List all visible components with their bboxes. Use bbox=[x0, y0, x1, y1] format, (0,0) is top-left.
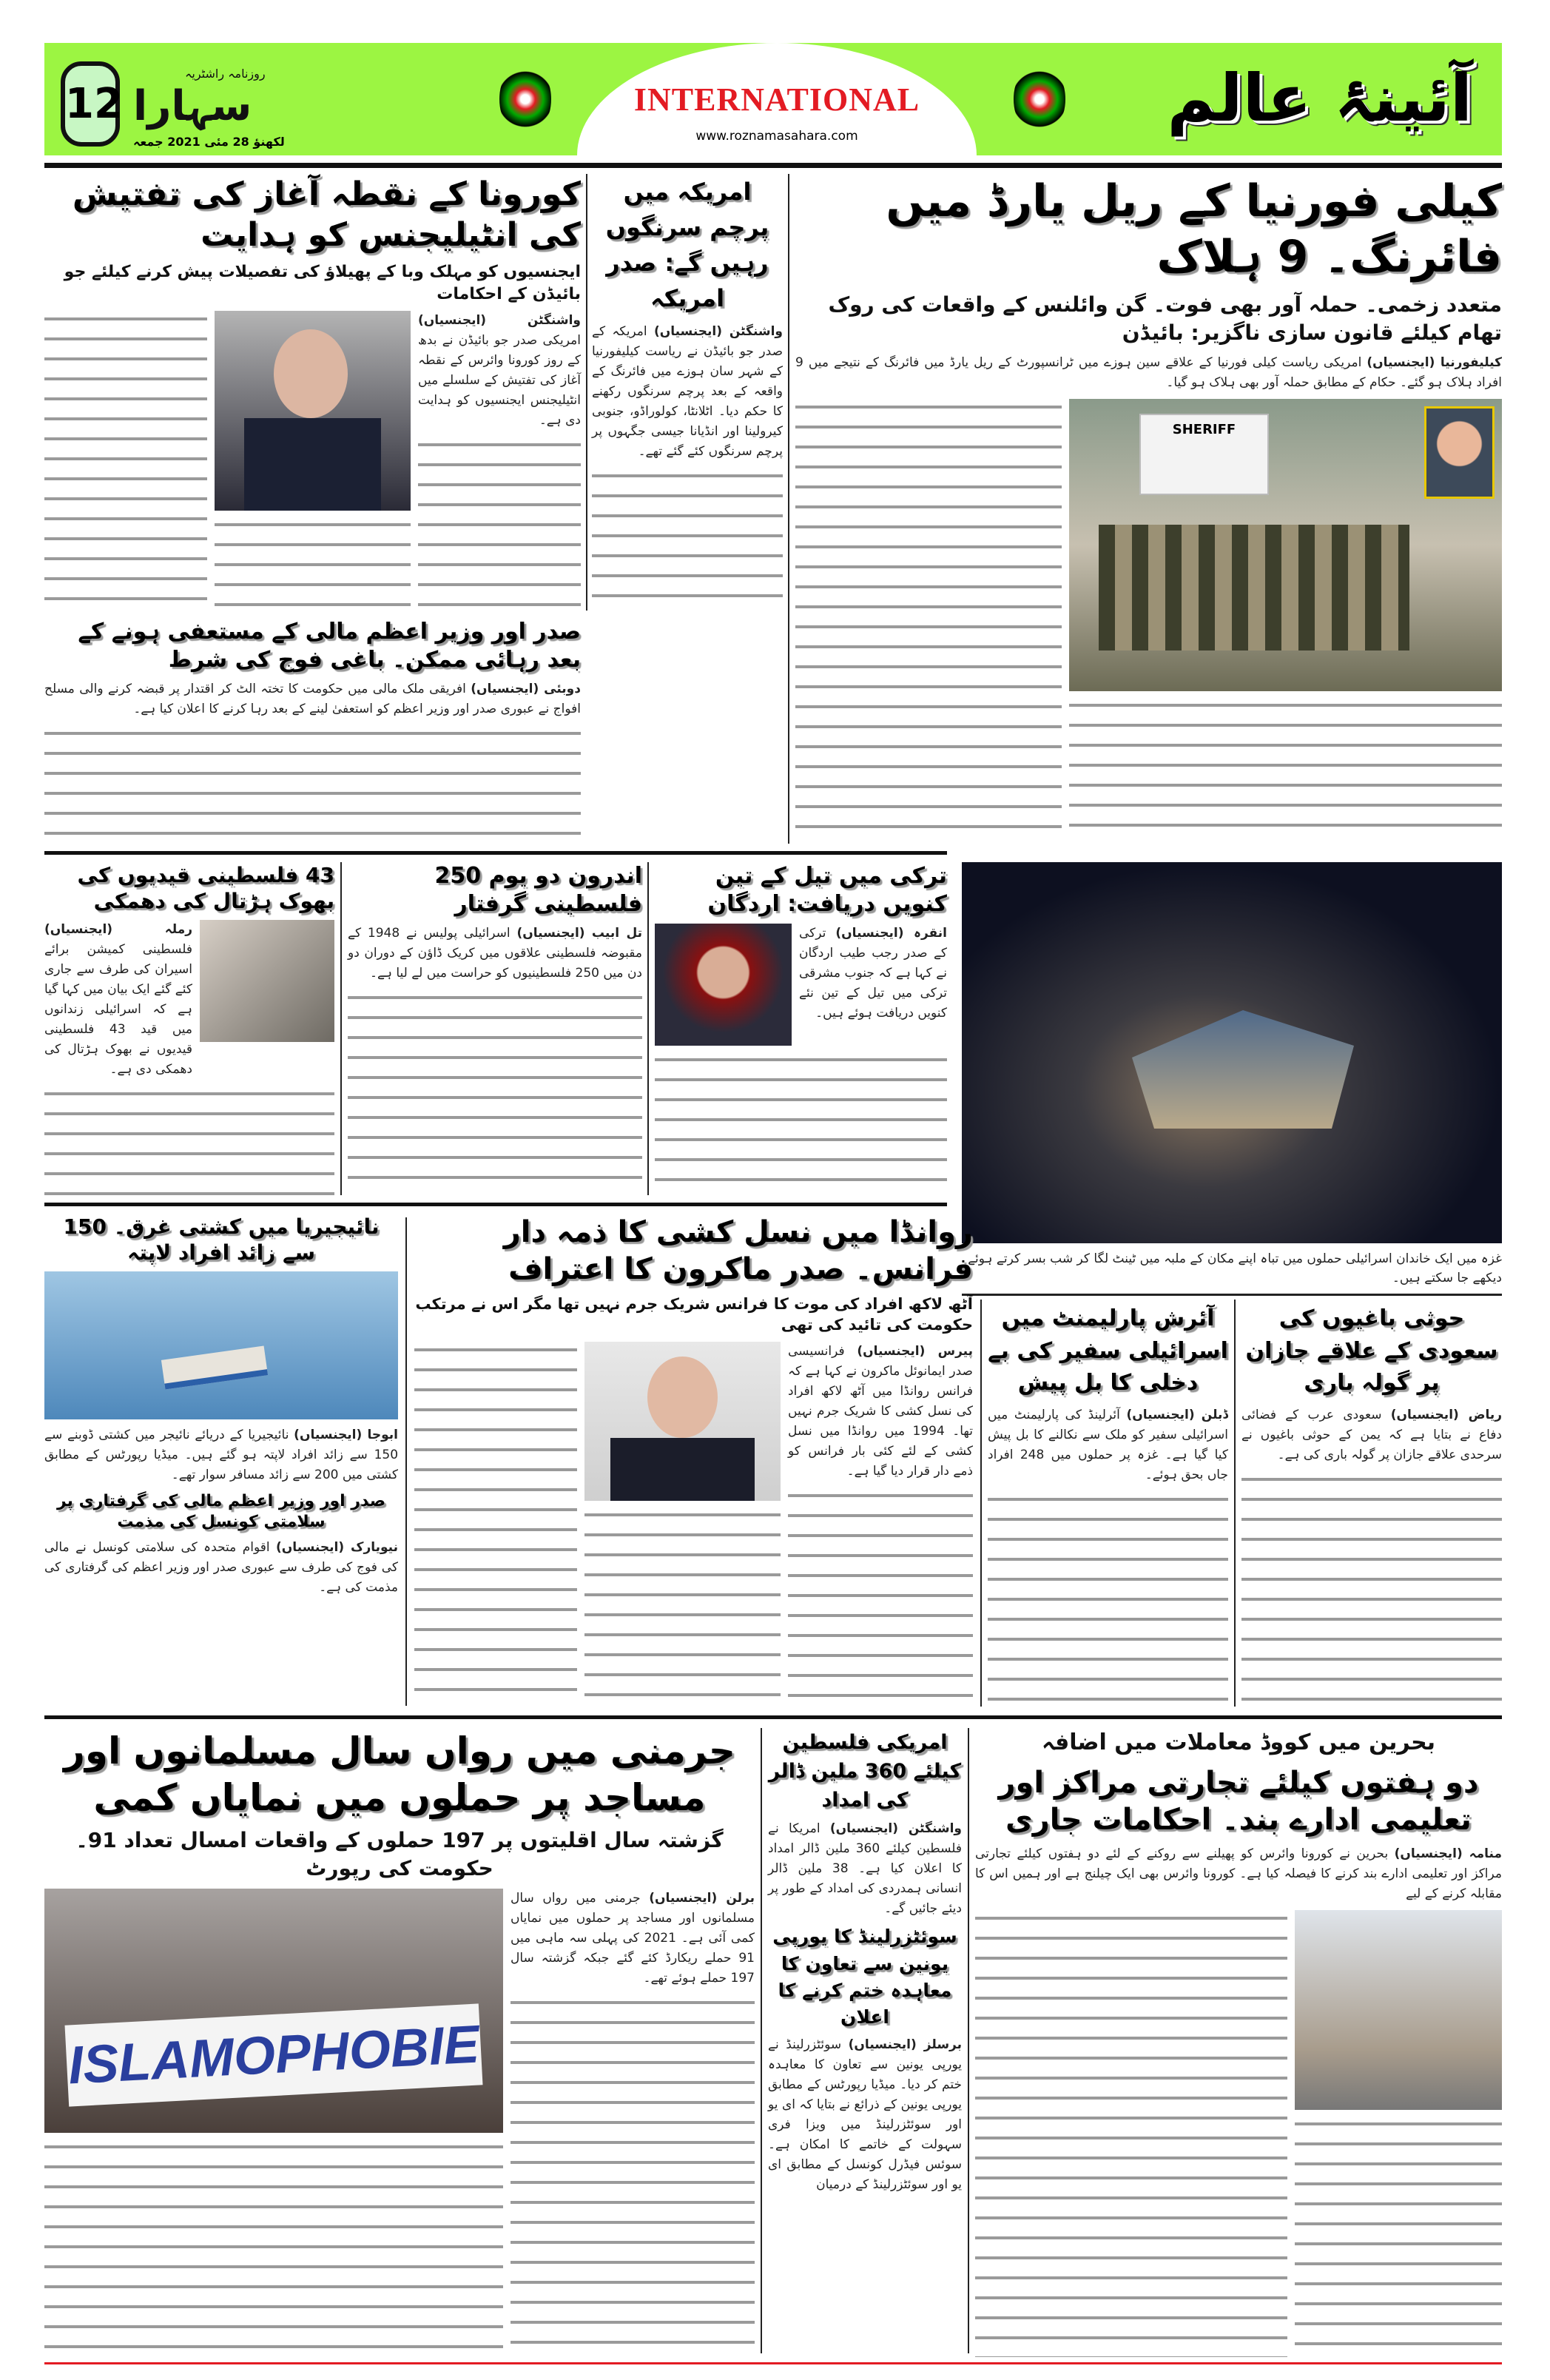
article-body bbox=[1241, 1405, 1502, 1465]
police-scene-photo bbox=[1069, 399, 1502, 691]
subheadline: ایجنسیوں کو مہلک وبا کے پھیلاؤ کی تفصیلات پیش کرنے کیلئے جو بائیڈن کے احکامات bbox=[64, 263, 581, 303]
body-text: سوئٹزرلینڈ نے یورپی یونین سے تعاون کا معاہدہ ختم کر دیا۔ میڈیا رپورٹس کے مطابق یورپی یونین کے ذرائع نے بتایا کہ ای یو اور سوئٹزرلینڈ میں ویزا فری سہولت کے خاتمے کا امکان ہے۔ سوئس فیڈرل کونسل کے مطابق ای یو اور سوئٹزرلینڈ کے درمیان bbox=[768, 2037, 962, 2193]
headline: نائیجیریا میں کشتی غرق۔ 150 سے زائد افراد لاپتہ bbox=[63, 1214, 380, 1265]
text-column bbox=[1241, 1471, 1502, 1709]
article-body bbox=[768, 2035, 962, 2195]
text-column bbox=[592, 468, 783, 611]
text-column bbox=[414, 1342, 577, 1708]
text-column bbox=[44, 2139, 503, 2357]
headline: امریکہ میں پرچم سرنگوں رہیں گے: صدر امریکہ bbox=[605, 178, 769, 312]
boat bbox=[161, 1345, 268, 1389]
article-body bbox=[975, 1844, 1502, 1904]
headline: اندرون دو یوم 250 فلسطینی گرفتار bbox=[434, 863, 642, 917]
divider bbox=[44, 163, 1502, 168]
body-text: سعودی عرب کے فضائی دفاع نے بتایا ہے کہ یمن کے حوثی باغیوں نے سرحدی علاقے جازان پر گولہ باری کی ہے۔ bbox=[1241, 1407, 1502, 1462]
text-column bbox=[788, 1488, 973, 1708]
article-body bbox=[44, 920, 192, 1080]
body-text: امریکی ریاست کیلی فورنیا کے علاقے سین ہوزے میں ٹرانسپورٹ کے ریل یارڈ میں فائرنگ کے نتیجے میں 9 افراد ہلاک ہو گئے۔ حکام کے مطابق حملہ آور بھی ہلاک ہو گیا۔ bbox=[795, 354, 1502, 390]
article-body bbox=[348, 924, 642, 984]
body-text: فلسطینی کمیشن برائے اسیران کی طرف سے جاری کئے گئے ایک بیان میں کہا گیا ہے کہ اسرائیلی زندانوں میں قید 43 فلسطینی قیدیوں نے بھوک ہڑتال کی دھمکی دی ہے۔ bbox=[44, 942, 193, 1077]
body-text: اقوام متحدہ کی سلامتی کونسل نے مالی کی فوج کی طرف سے عبوری صدر اور وزیر اعظم کی گرفتاری کی مذمت کی ہے۔ bbox=[44, 1540, 398, 1595]
dateline: واشنگٹن (ایجنسیاں) bbox=[653, 324, 783, 339]
divider bbox=[962, 1294, 1502, 1296]
officers bbox=[1099, 525, 1409, 651]
article-body bbox=[592, 322, 783, 462]
text-column bbox=[44, 311, 207, 611]
body-text: فرانسیسی صدر ایمانوئل ماکرون نے کہا ہے کہ فرانس روانڈا میں آٹھ لاکھ افراد کی نسل کشی کا شریک جرم نہیں تھا۔ 1994 میں روانڈا میں نسل کشی کے لئے کئی بار فرانس کو ذمے دار قرار دیا گیا ہے۔ bbox=[788, 1343, 973, 1479]
dateline: تل ابیب (ایجنسیاں) bbox=[516, 926, 642, 941]
dateline: واشنگٹن (ایجنسیاں) bbox=[418, 313, 581, 329]
subheadline: متعدد زخمی۔ حملہ آور بھی فوت۔ گن وائلنس کے واقعات کی روک تھام کیلئے قانون سازی ناگزیر: بائیڈن bbox=[828, 292, 1502, 345]
column-rule bbox=[340, 862, 342, 1195]
text-column bbox=[348, 989, 642, 1195]
sun-emblem-icon bbox=[499, 62, 551, 136]
face bbox=[647, 1357, 718, 1438]
article-rwanda bbox=[414, 1214, 973, 1708]
text-column bbox=[215, 517, 411, 611]
headline: کورونا کے نقطہ آغاز کی تفتیش کی انٹیلیجنس کو ہدایت bbox=[72, 175, 581, 254]
column-rule bbox=[968, 1728, 969, 2353]
biden-photo bbox=[215, 311, 411, 511]
dateline: رملہ (ایجنسیاں) bbox=[44, 922, 192, 937]
article-body bbox=[44, 1425, 398, 1485]
text-column bbox=[795, 399, 1062, 844]
column-rule bbox=[647, 862, 649, 1195]
column-rule bbox=[405, 1217, 407, 1706]
column-rule bbox=[761, 1728, 762, 2353]
photo-caption: غزہ میں ایک خاندان اسرائیلی حملوں میں تباہ اپنے مکان کے ملبہ میں ٹینٹ لگا کر شب بسر کرتے ہوئے دیکھے جا سکتے ہیں۔ bbox=[968, 1251, 1502, 1285]
dateline: ڈبلن (ایجنسیاں) bbox=[1126, 1407, 1228, 1422]
article-mali bbox=[44, 618, 581, 844]
headline: صدر اور وزیر اعظم مالی کی گرفتاری پر سلامتی کونسل کی مذمت bbox=[56, 1492, 386, 1531]
column-rule bbox=[586, 174, 587, 611]
column-rule bbox=[980, 1300, 982, 1707]
dateline: برلن (ایجنسیاں) bbox=[649, 1890, 755, 1906]
divider bbox=[44, 1203, 947, 1206]
text-column bbox=[1295, 2116, 1502, 2358]
divider bbox=[44, 1715, 1502, 1719]
article-body bbox=[768, 1819, 962, 1919]
section-arch bbox=[577, 43, 977, 155]
dateline: برسلز (ایجنسیاں) bbox=[848, 2037, 962, 2053]
paper-tagline: روزنامہ راشٹریہ bbox=[185, 67, 266, 81]
text-column bbox=[988, 1491, 1228, 1709]
page-number: 12 bbox=[61, 61, 120, 147]
article-body bbox=[988, 1405, 1228, 1485]
body-text: اسرائیلی پولیس نے 1948 کے مقبوضہ فلسطینی علاقوں میں کریک ڈاؤن کے دوران دو دن میں 250 فلسطینیوں کو حراست میں لے لیا ہے۔ bbox=[348, 926, 642, 981]
text-column bbox=[975, 1910, 1287, 2358]
dateline: کیلیفورنیا (ایجنسیاں) bbox=[1367, 354, 1502, 370]
article-body bbox=[44, 1538, 398, 1598]
article-us-aid bbox=[768, 1728, 962, 2357]
article-body bbox=[44, 679, 581, 719]
website-link[interactable]: www.roznamasahara.com bbox=[695, 129, 858, 144]
body-text: امریکا نے فلسطین کیلئے 360 ملین ڈالر امداد کا اعلان کیا ہے۔ 38 ملین ڈالر انسانی ہمدردی کی امداد کے طور پر دیئے جائیں گے۔ bbox=[768, 1821, 963, 1917]
text-column bbox=[511, 1994, 755, 2357]
paper-logo: سہارا bbox=[133, 82, 252, 130]
headline: صدر اور وزیر اعظم مالی کے مستعفی ہونے کے بعد رہائی ممکن۔ باغی فوج کی شرط bbox=[78, 619, 581, 673]
bahrain-street-photo bbox=[1295, 1910, 1502, 2110]
article-corona bbox=[44, 174, 581, 611]
body-text: نائیجیریا کے دریائے نائیجر میں کشتی ڈوبنے سے 150 سے زائد افراد لاپتہ ہو گئے ہیں۔ میڈیا رپورٹس کے مطابق کشتی میں 200 سے زائد مسافر سوار تھے۔ bbox=[44, 1428, 399, 1482]
column-rule bbox=[1234, 1300, 1236, 1707]
headline: جرمنی میں رواں سال مسلمانوں اور مساجد پر حملوں میں نمایاں کمی bbox=[64, 1729, 735, 1819]
face bbox=[274, 329, 348, 418]
article-body bbox=[799, 924, 947, 1023]
capsized-boat-photo bbox=[44, 1271, 398, 1419]
subheadline: گزشتہ سال اقلیتوں پر 197 حملوں کے واقعات امسال تعداد 91۔ حکومت کی رپورٹ bbox=[75, 1828, 724, 1880]
body-text: ترکی کے صدر رجب طیب اردگان نے کہا ہے کہ جنوب مشرقی ترکی میں تیل کے تین نئے کنویں دریافت ہوئے ہیں۔ bbox=[799, 926, 947, 1021]
headline: حوثی باغیوں کی سعودی کے علاقے جازان پر گولہ باری bbox=[1245, 1305, 1498, 1396]
article-houthi bbox=[1241, 1302, 1502, 1708]
article-bahrain bbox=[975, 1728, 1502, 2357]
headline: دو ہفتوں کیلئے تجارتی مراکز اور تعلیمی ادارے بند۔ احکامات جاری bbox=[998, 1765, 1479, 1837]
text-column bbox=[584, 1507, 781, 1708]
article-california bbox=[795, 174, 1502, 844]
masthead bbox=[44, 43, 1502, 155]
sheriff-truck: SHERIFF bbox=[1139, 414, 1269, 495]
inset-portrait bbox=[1424, 406, 1495, 499]
divider bbox=[44, 851, 947, 855]
dateline: ریاض (ایجنسیاں) bbox=[1390, 1407, 1502, 1422]
article-hunger-strike bbox=[44, 862, 334, 1195]
subheadline: آٹھ لاکھ افراد کی موت کا فرانس شریک جرم نہیں تھا مگر اس نے مرتکب حکومت کی تائید کی تھی bbox=[415, 1295, 973, 1334]
article-flags bbox=[592, 174, 783, 611]
edition-date: لکھنؤ 28 مئی 2021 جمعہ bbox=[133, 135, 285, 149]
gaza-photo bbox=[962, 862, 1502, 1243]
body-text: بحرین نے کورونا وائرس کو پھیلنے سے روکنے کے لئے دو ہفتوں کیلئے تجارتی مراکز اور تعلیمی ادارے بند کرنے کا فیصلہ کیا ہے۔ کورونا وائرس بھی ایک چیلنج ہے اور ہمیں اس کا مقابلہ کرنے کے لیے bbox=[975, 1846, 1502, 1901]
body-text: آئرلینڈ کی پارلیمنٹ میں اسرائیلی سفیر کو ملک سے نکالنے کا بل پیش کیا گیا ہے۔ غزہ پر حملوں میں 248 افراد جاں بحق ہوئے۔ bbox=[988, 1407, 1229, 1482]
erdogan-photo bbox=[655, 924, 792, 1046]
article-body bbox=[788, 1342, 973, 1482]
dateline: ابوجا (ایجنسیاں) bbox=[294, 1428, 398, 1442]
dateline: انقرہ (ایجنسیاں) bbox=[835, 926, 947, 941]
article-nigeria bbox=[44, 1214, 398, 1708]
suit bbox=[610, 1438, 755, 1501]
dateline: دوبئی (ایجنسیاں) bbox=[471, 682, 581, 696]
article-ireland bbox=[988, 1302, 1228, 1708]
headline: روانڈا میں نسل کشی کا ذمہ دار فرانس۔ صدر ماکرون کا اعتراف bbox=[503, 1215, 973, 1286]
suit bbox=[244, 418, 381, 511]
headline: سوئٹزرلینڈ کا یورپی یونین سے تعاون کا معاہدہ ختم کرنے کا اعلان bbox=[772, 1926, 957, 2028]
article-arrests bbox=[348, 862, 642, 1195]
headline: آئرش پارلیمنٹ میں اسرائیلی سفیر کی بے دخلی کا بل پیش bbox=[988, 1305, 1228, 1396]
banner: ISLAMOPHOBIE bbox=[65, 2003, 483, 2106]
section-label: INTERNATIONAL bbox=[633, 81, 920, 118]
macron-photo bbox=[584, 1342, 781, 1501]
article-body bbox=[418, 311, 581, 431]
body-text: افریقی ملک مالی میں حکومت کا تختہ الٹ کر اقتدار پر قبضہ کرنے والی مسلح افواج نے عبوری صدر اور وزیر اعظم کو استعفیٰ لینے کے بعد رہا کرنے کا اعلان کیا ہے۔ bbox=[44, 682, 581, 716]
text-column bbox=[655, 1052, 947, 1195]
text-column bbox=[418, 437, 581, 611]
dateline: واشنگٹن (ایجنسیاں) bbox=[829, 1821, 962, 1837]
article-body bbox=[795, 353, 1502, 393]
text-column bbox=[44, 1086, 334, 1195]
body-text: امریکی صدر جو بائیڈن نے بدھ کے روز کورونا وائرس کے نقطہ آغاز کی تفتیش کے سلسلے میں انٹیلیجنس ایجنسیوں کو ہدایت دی ہے۔ bbox=[418, 333, 581, 428]
dateline: پیرس (ایجنسیاں) bbox=[857, 1343, 973, 1359]
headline: کیلی فورنیا کے ریل یارڈ میں فائرنگ۔ 9 ہلاک bbox=[886, 175, 1502, 283]
body-text: جرمنی میں رواں سال مسلمانوں اور مساجد پر حملوں میں نمایاں کمی آئی ہے۔ 2021 کی پہلی سہ ماہی میں 91 حملے ریکارڈ کئے گئے جبکہ گزشتہ سال 197 حملے ہوئے تھے۔ bbox=[511, 1890, 755, 1986]
article-turkey bbox=[655, 862, 947, 1195]
body-text: امریکہ کے صدر جو بائیڈن نے ریاست کیلیفورنیا کے شہر سان ہوزے میں فائرنگ کے واقعہ کے بعد پرچم سرنگوں رکھنے کا حکم دیا۔ اٹلانٹا، کولوراڈو، جنوبی کیرولینا اور انڈیانا جیسی جگہوں پر پرچم سرنگوں کئے گئے تھے۔ bbox=[592, 324, 783, 459]
page-title: آئینۂ عالم bbox=[1167, 60, 1472, 136]
footer-rule bbox=[44, 2362, 1502, 2364]
headline: 43 فلسطینی قیدیوں کی بھوک ہڑتال کی دھمکی bbox=[77, 863, 334, 913]
article-body bbox=[511, 1889, 755, 1989]
text-column bbox=[44, 725, 581, 844]
column-rule bbox=[788, 174, 789, 844]
tent bbox=[1132, 1010, 1354, 1129]
sun-emblem-icon bbox=[1014, 62, 1065, 136]
article-germany bbox=[44, 1728, 755, 2357]
headline: امریکی فلسطین کیلئے 360 ملین ڈالر کی امداد bbox=[768, 1731, 962, 1812]
dateline: منامہ (ایجنسیاں) bbox=[1394, 1846, 1502, 1861]
headline: ترکی میں تیل کے تین کنویں دریافت: اردگان bbox=[707, 863, 947, 917]
protest-photo bbox=[44, 1889, 503, 2133]
text-column bbox=[1069, 697, 1502, 844]
kicker: بحرین میں کووڈ معاملات میں اضافہ bbox=[1042, 1729, 1435, 1755]
dateline: نیویارک (ایجنسیاں) bbox=[276, 1540, 398, 1555]
protest-photo bbox=[200, 920, 334, 1042]
